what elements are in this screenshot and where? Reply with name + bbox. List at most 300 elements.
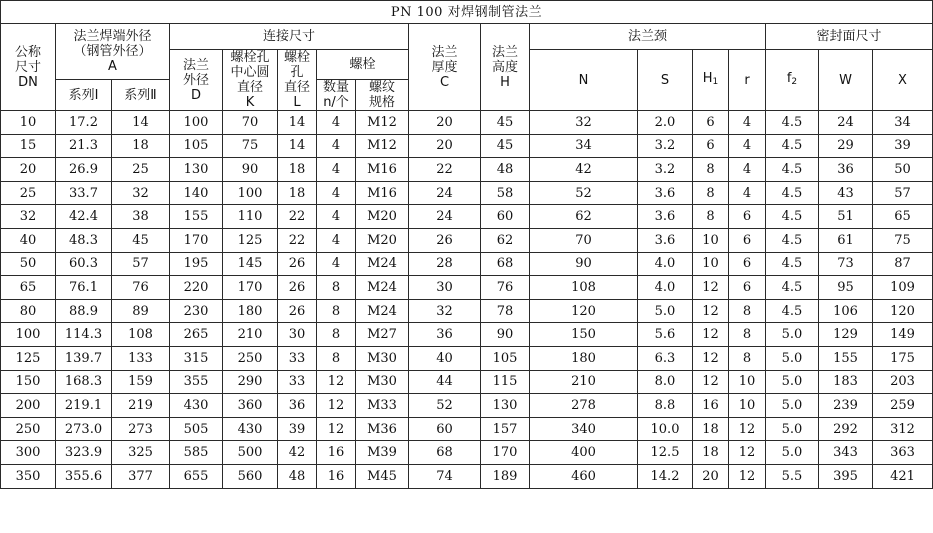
table-cell: 32 — [409, 299, 481, 323]
header-dn-line: DN — [18, 74, 38, 90]
table-cell: 29 — [819, 134, 873, 158]
header-k-line: K — [245, 95, 255, 110]
table-cell: M24 — [356, 276, 409, 300]
header-x: X — [873, 50, 933, 111]
table-cell: 4 — [317, 111, 356, 135]
table-cell: 78 — [481, 299, 530, 323]
header-h-line: 高度 — [491, 59, 518, 75]
table-cell: 16 — [693, 394, 729, 418]
header-h1 — [693, 50, 729, 111]
table-cell: 100 — [1, 323, 56, 347]
table-cell: 170 — [223, 276, 278, 300]
table-cell: M30 — [356, 346, 409, 370]
header-w: W — [819, 50, 873, 111]
table-cell: M33 — [356, 394, 409, 418]
table-cell: 5.0 — [766, 346, 819, 370]
table-cell: 38 — [112, 205, 170, 229]
table-cell: 129 — [819, 323, 873, 347]
header-l-line: 直径 — [283, 80, 310, 95]
header-r: r — [729, 50, 766, 111]
table-cell: 40 — [1, 228, 56, 252]
table-cell: 20 — [409, 134, 481, 158]
table-cell: 139.7 — [56, 346, 112, 370]
table-cell: 48 — [278, 464, 317, 488]
table-row — [1, 441, 933, 465]
table-cell: 108 — [530, 276, 638, 300]
header-d-line: D — [190, 87, 201, 103]
table-cell: 125 — [1, 346, 56, 370]
table-cell: 5.5 — [766, 464, 819, 488]
table-title: PN 100 对焊钢制管法兰 — [1, 1, 933, 24]
table-cell: 62 — [530, 205, 638, 229]
header-h1-sub: 1 — [712, 76, 719, 87]
table-cell: 115 — [481, 370, 530, 394]
table-cell: 10 — [729, 370, 766, 394]
table-cell: 32 — [112, 181, 170, 205]
header-k-line: 中心圆 — [230, 65, 270, 80]
table-cell: 10.0 — [638, 417, 693, 441]
table-cell: 12 — [693, 323, 729, 347]
table-cell: 130 — [170, 158, 223, 182]
table-cell: 5.0 — [766, 394, 819, 418]
table-cell: 340 — [530, 417, 638, 441]
table-cell: 5.0 — [766, 323, 819, 347]
table-row — [1, 158, 933, 182]
table-cell: 22 — [409, 158, 481, 182]
table-cell: 8 — [317, 323, 356, 347]
table-cell: 30 — [278, 323, 317, 347]
header-n: N — [530, 50, 638, 111]
table-cell: 12 — [693, 299, 729, 323]
table-cell: 120 — [530, 299, 638, 323]
header-bolt-spec — [356, 80, 409, 111]
table-cell: 133 — [112, 346, 170, 370]
table-cell: 65 — [1, 276, 56, 300]
table-cell: 76 — [481, 276, 530, 300]
table-cell: 4 — [317, 228, 356, 252]
header-a — [56, 24, 170, 80]
table-cell: 68 — [409, 441, 481, 465]
table-cell: M24 — [356, 252, 409, 276]
table-cell: 3.2 — [638, 134, 693, 158]
table-cell: 155 — [170, 205, 223, 229]
table-cell: M24 — [356, 299, 409, 323]
table-cell: 114.3 — [56, 323, 112, 347]
table-cell: 109 — [873, 276, 933, 300]
table-row — [1, 370, 933, 394]
table-cell: 292 — [819, 417, 873, 441]
table-cell: 25 — [112, 158, 170, 182]
table-cell: M12 — [356, 111, 409, 135]
header-l-line: L — [293, 95, 301, 110]
table-cell: 90 — [223, 158, 278, 182]
table-cell: 219.1 — [56, 394, 112, 418]
header-bolt-qty — [317, 80, 356, 111]
table-cell: 90 — [481, 323, 530, 347]
table-cell: 14 — [278, 134, 317, 158]
table-cell: 36 — [278, 394, 317, 418]
table-cell: 8 — [729, 346, 766, 370]
table-cell: 10 — [729, 394, 766, 418]
header-f2-base: f — [786, 70, 792, 86]
table-cell: 50 — [873, 158, 933, 182]
table-cell: 183 — [819, 370, 873, 394]
table-cell: 17.2 — [56, 111, 112, 135]
table-cell: 90 — [530, 252, 638, 276]
table-cell: 4.5 — [766, 111, 819, 135]
table-cell: 12 — [317, 370, 356, 394]
header-c — [409, 24, 481, 111]
table-cell: 60.3 — [56, 252, 112, 276]
table-cell: 52 — [530, 181, 638, 205]
table-row — [1, 464, 933, 488]
table-cell: 20 — [409, 111, 481, 135]
header-k-line: 直径 — [236, 80, 263, 95]
table-cell: 39 — [278, 417, 317, 441]
table-cell: 6 — [729, 228, 766, 252]
table-cell: 377 — [112, 464, 170, 488]
table-cell: 168.3 — [56, 370, 112, 394]
table-cell: 155 — [819, 346, 873, 370]
header-k-line: 螺栓孔 — [230, 50, 270, 65]
header-f2 — [766, 50, 819, 111]
table-cell: 265 — [170, 323, 223, 347]
table-row — [1, 346, 933, 370]
table-cell: 355.6 — [56, 464, 112, 488]
table-cell: 60 — [481, 205, 530, 229]
table-cell: M27 — [356, 323, 409, 347]
table-cell: 76 — [112, 276, 170, 300]
table-row — [1, 181, 933, 205]
header-l-line: 孔 — [290, 65, 304, 80]
table-cell: 24 — [819, 111, 873, 135]
table-cell: 12 — [693, 346, 729, 370]
table-cell: 4.5 — [766, 276, 819, 300]
header-f2-sub: 2 — [791, 76, 798, 87]
table-cell: 18 — [278, 181, 317, 205]
table-cell: 230 — [170, 299, 223, 323]
table-cell: 8 — [693, 158, 729, 182]
table-cell: 65 — [873, 205, 933, 229]
table-cell: 6.3 — [638, 346, 693, 370]
table-cell: 3.6 — [638, 228, 693, 252]
table-cell: 50 — [1, 252, 56, 276]
table-cell: M36 — [356, 417, 409, 441]
table-cell: 12 — [729, 441, 766, 465]
table-cell: 10 — [693, 228, 729, 252]
table-cell: 22 — [278, 205, 317, 229]
table-cell: 105 — [170, 134, 223, 158]
table-cell: 70 — [223, 111, 278, 135]
table-cell: 26 — [278, 276, 317, 300]
table-cell: 8.8 — [638, 394, 693, 418]
table-cell: 5.6 — [638, 323, 693, 347]
table-cell: M16 — [356, 158, 409, 182]
table-cell: 68 — [481, 252, 530, 276]
table-cell: 5.0 — [766, 417, 819, 441]
table-cell: 5.0 — [638, 299, 693, 323]
table-row — [1, 394, 933, 418]
table-cell: 343 — [819, 441, 873, 465]
header-c-line: 厚度 — [431, 59, 458, 75]
table-cell: 26 — [278, 252, 317, 276]
table-row — [1, 299, 933, 323]
table-cell: 75 — [223, 134, 278, 158]
table-cell: 14.2 — [638, 464, 693, 488]
table-cell: 20 — [1, 158, 56, 182]
header-a-series1: 系列Ⅰ — [56, 80, 112, 111]
table-cell: 2.0 — [638, 111, 693, 135]
table-cell: 51 — [819, 205, 873, 229]
table-cell: 4 — [317, 205, 356, 229]
table-cell: 4.5 — [766, 299, 819, 323]
table-cell: 12 — [729, 417, 766, 441]
table-cell: 125 — [223, 228, 278, 252]
table-cell: 140 — [170, 181, 223, 205]
table-cell: 5.0 — [766, 370, 819, 394]
header-h — [481, 24, 530, 111]
table-cell: 273.0 — [56, 417, 112, 441]
table-cell: 18 — [278, 158, 317, 182]
table-cell: 180 — [530, 346, 638, 370]
table-cell: 60 — [409, 417, 481, 441]
table-cell: 57 — [873, 181, 933, 205]
header-s: S — [638, 50, 693, 111]
table-cell: 250 — [1, 417, 56, 441]
table-cell: 8 — [693, 181, 729, 205]
table-cell: 203 — [873, 370, 933, 394]
table-cell: 4.5 — [766, 252, 819, 276]
table-cell: 3.6 — [638, 205, 693, 229]
header-connection: 连接尺寸 — [170, 24, 409, 50]
table-cell: 106 — [819, 299, 873, 323]
table-cell: 43 — [819, 181, 873, 205]
table-cell: 4 — [729, 158, 766, 182]
table-cell: 89 — [112, 299, 170, 323]
table-cell: 250 — [223, 346, 278, 370]
table-cell: 219 — [112, 394, 170, 418]
table-cell: 34 — [530, 134, 638, 158]
table-cell: 157 — [481, 417, 530, 441]
header-seal: 密封面尺寸 — [766, 24, 933, 50]
table-cell: 300 — [1, 441, 56, 465]
header-d-line: 外径 — [182, 72, 209, 88]
header-c-line: 法兰 — [431, 44, 458, 60]
header-a-line: （钢管外径） — [73, 44, 152, 59]
table-cell: 30 — [409, 276, 481, 300]
table-cell: 21.3 — [56, 134, 112, 158]
table-cell: 8.0 — [638, 370, 693, 394]
table-cell: 42.4 — [56, 205, 112, 229]
table-cell: 170 — [170, 228, 223, 252]
table-cell: 363 — [873, 441, 933, 465]
table-cell: 73 — [819, 252, 873, 276]
table-cell: 395 — [819, 464, 873, 488]
table-cell: 430 — [223, 417, 278, 441]
table-cell: 58 — [481, 181, 530, 205]
table-cell: 585 — [170, 441, 223, 465]
table-cell: 108 — [112, 323, 170, 347]
table-row — [1, 228, 933, 252]
table-cell: 6 — [693, 134, 729, 158]
table-cell: 80 — [1, 299, 56, 323]
table-cell: 8 — [693, 205, 729, 229]
table-cell: 159 — [112, 370, 170, 394]
table-cell: 170 — [481, 441, 530, 465]
table-row — [1, 134, 933, 158]
table-cell: 8 — [317, 299, 356, 323]
table-row — [1, 252, 933, 276]
table-cell: 430 — [170, 394, 223, 418]
table-body — [1, 111, 933, 489]
table-cell: 195 — [170, 252, 223, 276]
table-cell: 32 — [530, 111, 638, 135]
table-cell: 33 — [278, 370, 317, 394]
header-a-line: 法兰焊端外径 — [73, 29, 152, 44]
table-cell: 74 — [409, 464, 481, 488]
table-cell: 130 — [481, 394, 530, 418]
table-row — [1, 417, 933, 441]
table-cell: 18 — [112, 134, 170, 158]
table-cell: 4 — [317, 181, 356, 205]
table-cell: 45 — [481, 111, 530, 135]
table-cell: 4.0 — [638, 276, 693, 300]
table-cell: 4.0 — [638, 252, 693, 276]
table-cell: 26 — [278, 299, 317, 323]
header-l-line: 螺栓 — [283, 50, 310, 65]
table-cell: M16 — [356, 181, 409, 205]
table-cell: 22 — [278, 228, 317, 252]
table-cell: 6 — [729, 252, 766, 276]
table-cell: 4 — [317, 252, 356, 276]
table-cell: 26 — [409, 228, 481, 252]
table-cell: 8 — [729, 299, 766, 323]
table-cell: 259 — [873, 394, 933, 418]
table-cell: 15 — [1, 134, 56, 158]
table-cell: 4.5 — [766, 134, 819, 158]
table-cell: 10 — [693, 252, 729, 276]
table-cell: 28 — [409, 252, 481, 276]
table-cell: 36 — [409, 323, 481, 347]
table-cell: 655 — [170, 464, 223, 488]
table-cell: 12 — [729, 464, 766, 488]
header-bolt-qty-line: 数量 — [322, 80, 349, 95]
table-cell: 149 — [873, 323, 933, 347]
table-cell: 325 — [112, 441, 170, 465]
table-cell: M20 — [356, 205, 409, 229]
table-cell: 315 — [170, 346, 223, 370]
table-cell: 5.0 — [766, 441, 819, 465]
table-cell: 95 — [819, 276, 873, 300]
table-cell: 88.9 — [56, 299, 112, 323]
table-cell: 400 — [530, 441, 638, 465]
table-cell: 4 — [729, 111, 766, 135]
table-row — [1, 323, 933, 347]
table-cell: 3.2 — [638, 158, 693, 182]
table-cell: 120 — [873, 299, 933, 323]
table-cell: 355 — [170, 370, 223, 394]
header-a-line: A — [108, 59, 117, 74]
header-d-line: 法兰 — [182, 57, 209, 73]
header-bolt-spec-line: 规格 — [368, 95, 395, 110]
table-cell: 44 — [409, 370, 481, 394]
table-cell: 52 — [409, 394, 481, 418]
table-cell: 175 — [873, 346, 933, 370]
table-cell: 105 — [481, 346, 530, 370]
table-cell: 210 — [223, 323, 278, 347]
table-cell: 210 — [530, 370, 638, 394]
table-cell: 20 — [693, 464, 729, 488]
table-cell: 34 — [873, 111, 933, 135]
table-cell: M39 — [356, 441, 409, 465]
header-c-line: C — [439, 74, 450, 90]
table-cell: M20 — [356, 228, 409, 252]
table-cell: 4.5 — [766, 181, 819, 205]
table-cell: 145 — [223, 252, 278, 276]
table-cell: 45 — [481, 134, 530, 158]
table-cell: 39 — [873, 134, 933, 158]
header-a-series2: 系列Ⅱ — [112, 80, 170, 111]
table-cell: 76.1 — [56, 276, 112, 300]
table-cell: 62 — [481, 228, 530, 252]
table-cell: 290 — [223, 370, 278, 394]
header-l — [278, 50, 317, 111]
header-dn-line: 公称 — [14, 44, 41, 60]
table-cell: 25 — [1, 181, 56, 205]
table-cell: 150 — [530, 323, 638, 347]
table-cell: 40 — [409, 346, 481, 370]
table-cell: 4 — [729, 134, 766, 158]
table-cell: 110 — [223, 205, 278, 229]
table-cell: 360 — [223, 394, 278, 418]
table-cell: 6 — [729, 205, 766, 229]
table-cell: 505 — [170, 417, 223, 441]
header-dn-line: 尺寸 — [14, 59, 41, 75]
table-cell: 12 — [693, 276, 729, 300]
table-cell: 36 — [819, 158, 873, 182]
table-cell: 24 — [409, 205, 481, 229]
table-cell: 12 — [693, 370, 729, 394]
table-cell: 57 — [112, 252, 170, 276]
table-cell: 189 — [481, 464, 530, 488]
table-row — [1, 276, 933, 300]
header-dn — [1, 24, 56, 111]
table-cell: 18 — [693, 441, 729, 465]
table-cell: 6 — [729, 276, 766, 300]
table-cell: 12.5 — [638, 441, 693, 465]
table-cell: 350 — [1, 464, 56, 488]
header-h1-base: H — [702, 70, 713, 86]
table-cell: 48 — [481, 158, 530, 182]
table-cell: 4.5 — [766, 228, 819, 252]
header-h-line: 法兰 — [491, 44, 518, 60]
table-cell: 8 — [317, 276, 356, 300]
table-cell: M12 — [356, 134, 409, 158]
table-cell: 32 — [1, 205, 56, 229]
table-cell: 12 — [317, 417, 356, 441]
table-cell: 460 — [530, 464, 638, 488]
table-cell: 61 — [819, 228, 873, 252]
table-cell: 70 — [530, 228, 638, 252]
table-cell: 500 — [223, 441, 278, 465]
table-cell: 3.6 — [638, 181, 693, 205]
table-cell: 16 — [317, 441, 356, 465]
table-cell: 48.3 — [56, 228, 112, 252]
table-cell: 220 — [170, 276, 223, 300]
table-cell: 421 — [873, 464, 933, 488]
table-cell: 42 — [278, 441, 317, 465]
table-row — [1, 205, 933, 229]
